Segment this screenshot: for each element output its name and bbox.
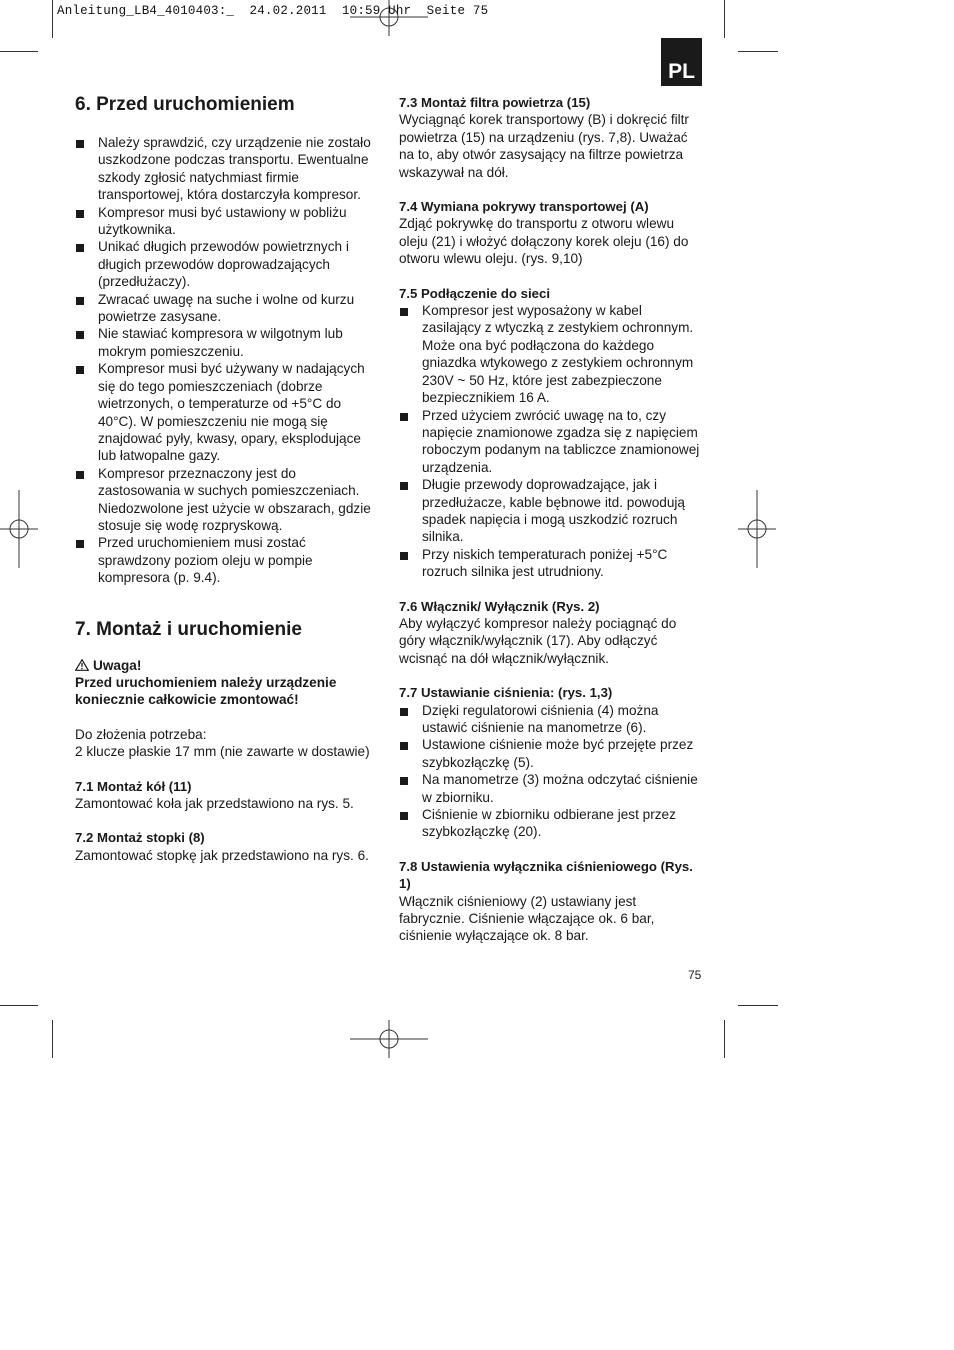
crop-mark	[738, 1005, 778, 1006]
section-7-2-title: 7.2 Montaż stopki (8)	[75, 830, 205, 846]
left-column	[75, 94, 380, 864]
warning-text: Przed uruchomieniem należy urządzenie koniecznie całkowicie zmontować!	[75, 674, 337, 708]
section-7-5-title: 7.5 Podłączenie do sieci	[399, 285, 550, 301]
warning-block	[75, 657, 380, 709]
right-column	[399, 94, 704, 945]
section-7-3-text: Wyciągnąć korek transportowy (B) i dokręcić filtr powietrza (15) na urządzeniu (rys. 7,8). Uważać na to, aby otwór zasysający na filtrze powietrza wskazywał na dół.	[399, 112, 689, 180]
crop-mark	[52, 0, 53, 38]
list-item: Długie przewody doprowadzające, jak i przedłużacze, kable bębnowe itd. powodują spadek napięcia i mogą uszkodzić rozruch silnika.	[399, 476, 704, 546]
warning-heading	[75, 657, 380, 674]
section-6-title: 6. Przed uruchomieniem	[75, 94, 295, 115]
section-7-8-title: 7.8 Ustawienia wyłącznika ciśnieniowego (Rys. 1)	[399, 858, 693, 892]
list-item: Na manometrze (3) można odczytać ciśnienie w zbiorniku.	[399, 771, 704, 806]
warning-label: Uwaga!	[93, 657, 142, 673]
registration-mark-left	[0, 490, 40, 570]
section-7-7-list	[399, 702, 704, 841]
list-item: Kompresor jest wyposażony w kabel zasilający z wtyczką z zestykiem ochronnym. Może ona być podłączona do każdego gniazdka wtykowego z zestykiem ochronnym 230V ~ 50 Hz, które jest zabezpieczone bezpiecznikiem 16 A.	[399, 302, 704, 406]
list-item: Przed uruchomieniem musi zostać sprawdzony poziom oleju w pompie kompresora (p. 9.4).	[75, 534, 380, 586]
list-item: Nie stawiać kompresora w wilgotnym lub mokrym pomieszczeniu.	[75, 325, 380, 360]
list-item: Kompresor przeznaczony jest do zastosowania w suchych pomieszczeniach. Niedozwolone jest użycie w obszarach, gdzie stosuje się wodę rozpryskową.	[75, 465, 380, 535]
crop-mark	[52, 1020, 53, 1058]
print-header: Anleitung_LB4_4010403:_ 24.02.2011 10:59 Uhr Seite 75	[57, 4, 489, 18]
section-7-1-text: Zamontować koła jak przedstawiono na rys. 5.	[75, 796, 354, 811]
section-7-title: 7. Montaż i uruchomienie	[75, 618, 302, 640]
crop-mark	[0, 51, 38, 52]
list-item: Kompresor musi być używany w nadających się do tego pomieszczeniach (dobrze wietrzonych, o temperaturze od +5°C do 40°C). W pomieszczeniu nie mogą się znajdować pyły, kwasy, opary, eksplodujące lub łatwopalne gazy.	[75, 360, 380, 464]
section-7-5-list	[399, 302, 704, 581]
warning-triangle-icon	[75, 659, 89, 671]
section-7-8-text: Włącznik ciśnieniowy (2) ustawiany jest fabrycznie. Ciśnienie włączające ok. 6 bar, ciśnienie wyłączające ok. 8 bar.	[399, 893, 655, 944]
list-item: Kompresor musi być ustawiony w pobliżu użytkownika.	[75, 204, 380, 239]
list-item: Unikać długich przewodów powietrznych i długich przewodów doprowadzających (przedłużaczy).	[75, 238, 380, 290]
list-item: Należy sprawdzić, czy urządzenie nie zostało uszkodzone podczas transportu. Ewentualne szkody zgłosić natychmiast firmie transportowej, która dostarczyła kompresor.	[75, 134, 380, 204]
section-6-list	[75, 134, 380, 587]
list-item: Ciśnienie w zbiorniku odbierane jest przez szybkozłączkę (20).	[399, 806, 704, 841]
list-item: Przy niskich temperaturach poniżej +5°C rozruch silnika jest utrudniony.	[399, 546, 704, 581]
page-number: 75	[688, 968, 702, 982]
tools-text: 2 klucze płaskie 17 mm (nie zawarte w dostawie)	[75, 744, 370, 760]
list-item: Przed użyciem zwrócić uwagę na to, czy napięcie znamionowe zgadza się z napięciem roboczym podanym na tabliczce znamionowej urządzenia.	[399, 407, 704, 477]
section-7-6-title: 7.6 Włącznik/ Wyłącznik (Rys. 2)	[399, 598, 600, 614]
tools-intro: Do złożenia potrzeba:	[75, 726, 207, 742]
registration-mark-right	[738, 490, 778, 570]
section-7-4-title: 7.4 Wymiana pokrywy transportowej (A)	[399, 199, 649, 215]
crop-mark	[724, 1020, 725, 1058]
section-7-6-text: Aby wyłączyć kompresor należy pociągnąć do góry włącznik/wyłącznik (17). Aby odłączyć wcisnąć na dół włącznik/wyłącznik.	[399, 615, 677, 666]
list-item: Zwracać uwagę na suche i wolne od kurzu powietrze zasysane.	[75, 291, 380, 326]
language-tab: PL	[661, 38, 702, 86]
section-7-2-text: Zamontować stopkę jak przedstawiono na rys. 6.	[75, 847, 369, 863]
section-7-3-title: 7.3 Montaż filtra powietrza (15)	[399, 95, 591, 110]
section-7-1-title: 7.1 Montaż kół (11)	[75, 778, 192, 794]
list-item: Dzięki regulatorowi ciśnienia (4) można ustawić ciśnienie na manometrze (6).	[399, 702, 704, 737]
crop-mark	[0, 1005, 38, 1006]
section-7-4-text: Zdjąć pokrywkę do transportu z otworu wlewu oleju (21) i włożyć dołączony korek oleju (16) do otworu wlewu oleju. (rys. 9,10)	[399, 216, 689, 267]
section-7-7-title: 7.7 Ustawianie ciśnienia: (rys. 1,3)	[399, 685, 613, 701]
registration-mark-bottom	[350, 1020, 430, 1060]
list-item: Ustawione ciśnienie może być przejęte przez szybkozłączkę (5).	[399, 736, 704, 771]
crop-mark	[724, 0, 725, 38]
crop-mark	[738, 51, 778, 52]
